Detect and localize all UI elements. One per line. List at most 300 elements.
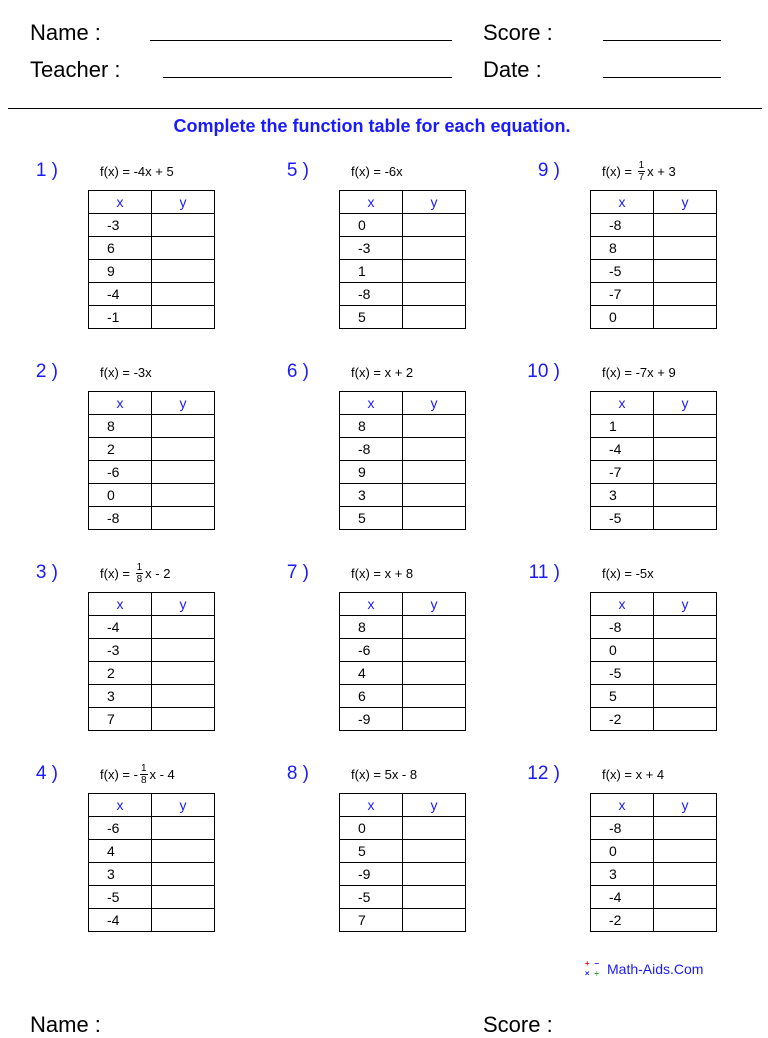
- fraction-denominator: 8: [140, 774, 147, 786]
- table-row: [89, 415, 215, 438]
- function-table: [590, 793, 717, 932]
- y-answer-cell[interactable]: [403, 283, 466, 306]
- y-answer-cell[interactable]: [403, 484, 466, 507]
- y-answer-cell[interactable]: [654, 817, 717, 840]
- x-value-cell: 2: [89, 438, 152, 461]
- x-value-cell: 8: [340, 616, 403, 639]
- x-value-cell: 3: [89, 863, 152, 886]
- x-value-cell: 4: [89, 840, 152, 863]
- x-value-cell: 0: [89, 484, 152, 507]
- equation-expression: x + 8: [384, 565, 414, 581]
- equation-expression: x + 3: [647, 163, 676, 179]
- table-row: [340, 616, 466, 639]
- equation-expression: x + 2: [384, 364, 414, 380]
- table-header-row: [591, 392, 717, 415]
- y-answer-cell[interactable]: [654, 639, 717, 662]
- x-value-cell: -6: [340, 639, 403, 662]
- score-field[interactable]: [603, 40, 721, 41]
- table-row: [340, 685, 466, 708]
- y-answer-cell[interactable]: [152, 616, 215, 639]
- y-answer-cell[interactable]: [152, 840, 215, 863]
- x-value-cell: 3: [340, 484, 403, 507]
- y-answer-cell[interactable]: [403, 886, 466, 909]
- x-value-cell: 8: [89, 415, 152, 438]
- footer-score-label: Score :: [483, 1012, 553, 1037]
- y-answer-cell[interactable]: [152, 461, 215, 484]
- problem-number: 11 ): [528, 562, 560, 583]
- table-row: [89, 639, 215, 662]
- y-answer-cell[interactable]: [152, 662, 215, 685]
- fraction-numerator: 1: [638, 159, 645, 171]
- x-value-cell: -8: [89, 507, 152, 530]
- y-answer-cell[interactable]: [152, 438, 215, 461]
- table-row: [340, 708, 466, 731]
- table-row: [591, 685, 717, 708]
- y-answer-cell[interactable]: [654, 507, 717, 530]
- y-answer-cell[interactable]: [152, 415, 215, 438]
- equation-expression: -7x + 9: [635, 364, 676, 380]
- function-table: [88, 190, 215, 329]
- equation-prefix: f(x) =: [351, 163, 385, 179]
- y-answer-cell[interactable]: [654, 863, 717, 886]
- table-row: [591, 306, 717, 329]
- x-value-cell: -8: [591, 616, 654, 639]
- equation-prefix: f(x) =: [351, 565, 385, 581]
- equation-expression: x - 4: [149, 766, 175, 782]
- x-value-cell: 0: [340, 817, 403, 840]
- function-equation: [100, 159, 174, 183]
- problem-number: 10 ): [527, 361, 560, 382]
- function-equation: [602, 159, 676, 183]
- table-row: [591, 237, 717, 260]
- function-equation: [351, 561, 413, 585]
- x-value-cell: 3: [591, 484, 654, 507]
- table-row: [591, 616, 717, 639]
- function-table: [590, 391, 717, 530]
- table-row: [89, 507, 215, 530]
- x-value-cell: -8: [591, 214, 654, 237]
- y-answer-cell[interactable]: [654, 306, 717, 329]
- x-value-cell: -5: [591, 507, 654, 530]
- table-row: [591, 863, 717, 886]
- table-row: [89, 817, 215, 840]
- table-row: [591, 817, 717, 840]
- table-row: [340, 260, 466, 283]
- x-value-cell: -2: [591, 909, 654, 932]
- table-row: [89, 616, 215, 639]
- function-equation: [100, 561, 170, 585]
- y-answer-cell[interactable]: [654, 662, 717, 685]
- function-equation: [351, 159, 403, 183]
- y-answer-cell[interactable]: [152, 484, 215, 507]
- x-value-cell: -9: [340, 863, 403, 886]
- equation-prefix: f(x) =: [100, 766, 134, 782]
- y-answer-cell[interactable]: [654, 214, 717, 237]
- problem-number: 1 ): [35, 160, 58, 181]
- y-column-header: y: [403, 392, 466, 415]
- y-answer-cell[interactable]: [654, 886, 717, 909]
- table-row: [591, 484, 717, 507]
- name-label: Name :: [30, 20, 101, 45]
- x-value-cell: 0: [591, 306, 654, 329]
- x-column-header: x: [89, 593, 152, 616]
- equation-prefix: f(x) =: [351, 766, 385, 782]
- equation-expression: x - 2: [145, 565, 171, 581]
- x-column-header: x: [340, 191, 403, 214]
- teacher-label: Teacher :: [30, 57, 121, 82]
- table-row: [340, 214, 466, 237]
- table-row: [340, 639, 466, 662]
- y-answer-cell[interactable]: [152, 214, 215, 237]
- function-table: [339, 190, 466, 329]
- y-answer-cell[interactable]: [654, 438, 717, 461]
- table-row: [591, 438, 717, 461]
- equation-prefix: f(x) =: [351, 364, 385, 380]
- y-answer-cell[interactable]: [654, 237, 717, 260]
- equation-sign: -: [133, 766, 138, 782]
- function-equation: [351, 762, 417, 786]
- equation-expression: x + 4: [635, 766, 665, 782]
- y-answer-cell[interactable]: [403, 708, 466, 731]
- y-column-header: y: [152, 593, 215, 616]
- table-row: [89, 662, 215, 685]
- equation-expression: 5x - 8: [384, 766, 418, 782]
- x-value-cell: -4: [591, 438, 654, 461]
- table-row: [340, 507, 466, 530]
- fraction-denominator: 8: [136, 573, 143, 585]
- brand-mark: [583, 960, 703, 978]
- table-row: [340, 415, 466, 438]
- x-value-cell: 5: [340, 507, 403, 530]
- y-column-header: y: [654, 794, 717, 817]
- function-table: [339, 793, 466, 932]
- x-value-cell: -8: [591, 817, 654, 840]
- x-value-cell: 1: [591, 415, 654, 438]
- score-label: Score :: [483, 20, 553, 45]
- x-value-cell: 5: [591, 685, 654, 708]
- y-answer-cell[interactable]: [403, 840, 466, 863]
- y-answer-cell[interactable]: [403, 863, 466, 886]
- equation-prefix: f(x) =: [602, 163, 636, 179]
- problem-number: 9 ): [537, 160, 560, 181]
- x-value-cell: -2: [591, 708, 654, 731]
- y-column-header: y: [152, 392, 215, 415]
- table-row: [340, 817, 466, 840]
- x-column-header: x: [89, 191, 152, 214]
- x-column-header: x: [591, 191, 654, 214]
- x-value-cell: -4: [89, 909, 152, 932]
- x-value-cell: -3: [340, 237, 403, 260]
- y-answer-cell[interactable]: [654, 840, 717, 863]
- problem-number: 12 ): [527, 763, 560, 784]
- y-answer-cell[interactable]: [403, 214, 466, 237]
- y-answer-cell[interactable]: [654, 484, 717, 507]
- x-value-cell: -4: [89, 283, 152, 306]
- table-row: [591, 909, 717, 932]
- function-table: [339, 592, 466, 731]
- table-header-row: [591, 593, 717, 616]
- equation-expression: -4x + 5: [133, 163, 174, 179]
- y-answer-cell[interactable]: [403, 461, 466, 484]
- instructions: Complete the function table for each equation.: [173, 116, 571, 136]
- y-answer-cell[interactable]: [152, 685, 215, 708]
- y-column-header: y: [654, 392, 717, 415]
- x-value-cell: -7: [591, 283, 654, 306]
- y-answer-cell[interactable]: [654, 616, 717, 639]
- x-column-header: x: [340, 392, 403, 415]
- footer-name-label: Name :: [30, 1012, 101, 1037]
- table-row: [89, 306, 215, 329]
- function-table: [88, 793, 215, 932]
- table-row: [89, 886, 215, 909]
- y-answer-cell[interactable]: [403, 260, 466, 283]
- x-value-cell: 9: [340, 461, 403, 484]
- equation-expression: -6x: [384, 163, 403, 179]
- table-row: [591, 415, 717, 438]
- y-column-header: y: [403, 794, 466, 817]
- y-answer-cell[interactable]: [403, 662, 466, 685]
- function-equation: [351, 360, 413, 384]
- table-header-row: [89, 392, 215, 415]
- function-table: [339, 391, 466, 530]
- y-column-header: y: [152, 191, 215, 214]
- y-answer-cell[interactable]: [152, 708, 215, 731]
- x-value-cell: 0: [591, 840, 654, 863]
- x-value-cell: 8: [591, 237, 654, 260]
- table-header-row: [89, 191, 215, 214]
- table-row: [89, 260, 215, 283]
- problem-number: 4 ): [35, 763, 58, 784]
- x-column-header: x: [591, 794, 654, 817]
- x-value-cell: 6: [340, 685, 403, 708]
- x-value-cell: 5: [340, 840, 403, 863]
- table-header-row: [591, 794, 717, 817]
- x-value-cell: 3: [591, 863, 654, 886]
- x-value-cell: 8: [340, 415, 403, 438]
- function-equation: [602, 561, 654, 585]
- x-value-cell: -8: [340, 283, 403, 306]
- function-table: [88, 592, 215, 731]
- table-row: [340, 438, 466, 461]
- x-column-header: x: [340, 794, 403, 817]
- table-row: [591, 260, 717, 283]
- equation-expression: -3x: [133, 364, 152, 380]
- y-answer-cell[interactable]: [654, 260, 717, 283]
- fraction-numerator: 1: [140, 762, 147, 774]
- y-answer-cell[interactable]: [403, 909, 466, 932]
- x-value-cell: 4: [340, 662, 403, 685]
- x-value-cell: 0: [340, 214, 403, 237]
- table-row: [89, 840, 215, 863]
- table-row: [591, 461, 717, 484]
- table-row: [591, 507, 717, 530]
- equation-prefix: f(x) =: [100, 565, 134, 581]
- problem-number: 3 ): [35, 562, 58, 583]
- fraction-denominator: 7: [638, 171, 645, 183]
- table-row: [591, 886, 717, 909]
- problem-number: 2 ): [35, 361, 58, 382]
- x-column-header: x: [591, 593, 654, 616]
- function-equation: [100, 762, 175, 786]
- y-answer-cell[interactable]: [403, 639, 466, 662]
- table-row: [89, 685, 215, 708]
- x-value-cell: 1: [340, 260, 403, 283]
- table-header-row: [89, 794, 215, 817]
- x-value-cell: 7: [340, 909, 403, 932]
- table-header-row: [340, 392, 466, 415]
- date-field[interactable]: [603, 77, 721, 78]
- y-answer-cell[interactable]: [654, 909, 717, 932]
- table-header-row: [340, 794, 466, 817]
- equation-prefix: f(x) =: [100, 364, 134, 380]
- table-row: [591, 840, 717, 863]
- y-answer-cell[interactable]: [152, 283, 215, 306]
- x-value-cell: -4: [89, 616, 152, 639]
- function-table: [88, 391, 215, 530]
- y-answer-cell[interactable]: [654, 283, 717, 306]
- x-column-header: x: [89, 392, 152, 415]
- x-value-cell: -1: [89, 306, 152, 329]
- y-answer-cell[interactable]: [654, 461, 717, 484]
- table-row: [89, 708, 215, 731]
- y-answer-cell[interactable]: [403, 685, 466, 708]
- table-row: [340, 886, 466, 909]
- equation-expression: -5x: [635, 565, 654, 581]
- x-column-header: x: [340, 593, 403, 616]
- brand-text: Math-Aids.Com: [607, 961, 704, 977]
- fraction-coefficient: [140, 763, 148, 786]
- table-header-row: [591, 191, 717, 214]
- function-equation: [602, 762, 664, 786]
- table-row: [340, 237, 466, 260]
- table-row: [89, 438, 215, 461]
- table-row: [340, 306, 466, 329]
- function-table: [590, 592, 717, 731]
- x-value-cell: -8: [340, 438, 403, 461]
- table-row: [340, 909, 466, 932]
- y-answer-cell[interactable]: [152, 909, 215, 932]
- function-table: [590, 190, 717, 329]
- table-row: [591, 662, 717, 685]
- function-equation: [100, 360, 152, 384]
- y-answer-cell[interactable]: [403, 306, 466, 329]
- fraction-coefficient: [136, 562, 144, 585]
- y-answer-cell[interactable]: [654, 685, 717, 708]
- x-value-cell: -5: [591, 260, 654, 283]
- problem-number: 5 ): [286, 160, 309, 181]
- x-value-cell: -6: [89, 461, 152, 484]
- equation-prefix: f(x) =: [602, 565, 636, 581]
- y-column-header: y: [654, 593, 717, 616]
- table-row: [340, 461, 466, 484]
- x-value-cell: -7: [591, 461, 654, 484]
- x-value-cell: 2: [89, 662, 152, 685]
- y-answer-cell[interactable]: [152, 260, 215, 283]
- y-answer-cell[interactable]: [152, 886, 215, 909]
- x-value-cell: -5: [89, 886, 152, 909]
- y-answer-cell[interactable]: [654, 415, 717, 438]
- table-row: [89, 909, 215, 932]
- teacher-field[interactable]: [163, 77, 452, 78]
- x-value-cell: -9: [340, 708, 403, 731]
- y-answer-cell[interactable]: [152, 237, 215, 260]
- x-value-cell: -4: [591, 886, 654, 909]
- x-value-cell: -3: [89, 214, 152, 237]
- x-value-cell: -3: [89, 639, 152, 662]
- problem-number: 7 ): [286, 562, 309, 583]
- math-aids-logo-icon: + − × ÷: [584, 959, 600, 978]
- y-answer-cell[interactable]: [152, 639, 215, 662]
- x-value-cell: -5: [591, 662, 654, 685]
- name-field[interactable]: [150, 40, 452, 41]
- y-answer-cell[interactable]: [403, 237, 466, 260]
- y-answer-cell[interactable]: [403, 438, 466, 461]
- function-equation: [602, 360, 676, 384]
- table-row: [89, 484, 215, 507]
- x-value-cell: 7: [89, 708, 152, 731]
- y-answer-cell[interactable]: [403, 415, 466, 438]
- y-answer-cell[interactable]: [152, 863, 215, 886]
- table-row: [89, 283, 215, 306]
- table-header-row: [89, 593, 215, 616]
- y-column-header: y: [654, 191, 717, 214]
- x-value-cell: 3: [89, 685, 152, 708]
- x-value-cell: -6: [89, 817, 152, 840]
- problem-number: 8 ): [286, 763, 309, 784]
- table-row: [591, 708, 717, 731]
- table-row: [340, 840, 466, 863]
- table-row: [89, 214, 215, 237]
- table-row: [340, 863, 466, 886]
- table-row: [340, 662, 466, 685]
- x-value-cell: -5: [340, 886, 403, 909]
- y-answer-cell[interactable]: [152, 306, 215, 329]
- table-row: [591, 639, 717, 662]
- equation-prefix: f(x) =: [100, 163, 134, 179]
- y-answer-cell[interactable]: [403, 616, 466, 639]
- y-column-header: y: [403, 593, 466, 616]
- table-row: [340, 283, 466, 306]
- fraction-coefficient: [638, 160, 646, 183]
- problem-number: 6 ): [286, 361, 309, 382]
- x-value-cell: 0: [591, 639, 654, 662]
- y-answer-cell[interactable]: [152, 507, 215, 530]
- table-row: [591, 214, 717, 237]
- x-value-cell: 9: [89, 260, 152, 283]
- y-answer-cell[interactable]: [152, 817, 215, 840]
- x-value-cell: 6: [89, 237, 152, 260]
- equation-prefix: f(x) =: [602, 766, 636, 782]
- y-answer-cell[interactable]: [403, 817, 466, 840]
- table-header-row: [340, 191, 466, 214]
- x-column-header: x: [591, 392, 654, 415]
- y-column-header: y: [403, 191, 466, 214]
- header-divider: [8, 108, 762, 109]
- table-row: [591, 283, 717, 306]
- date-label: Date :: [483, 57, 542, 82]
- x-value-cell: 5: [340, 306, 403, 329]
- table-header-row: [340, 593, 466, 616]
- y-answer-cell[interactable]: [654, 708, 717, 731]
- table-row: [340, 484, 466, 507]
- table-row: [89, 863, 215, 886]
- fraction-numerator: 1: [136, 561, 143, 573]
- y-column-header: y: [152, 794, 215, 817]
- table-row: [89, 237, 215, 260]
- x-column-header: x: [89, 794, 152, 817]
- table-row: [89, 461, 215, 484]
- y-answer-cell[interactable]: [403, 507, 466, 530]
